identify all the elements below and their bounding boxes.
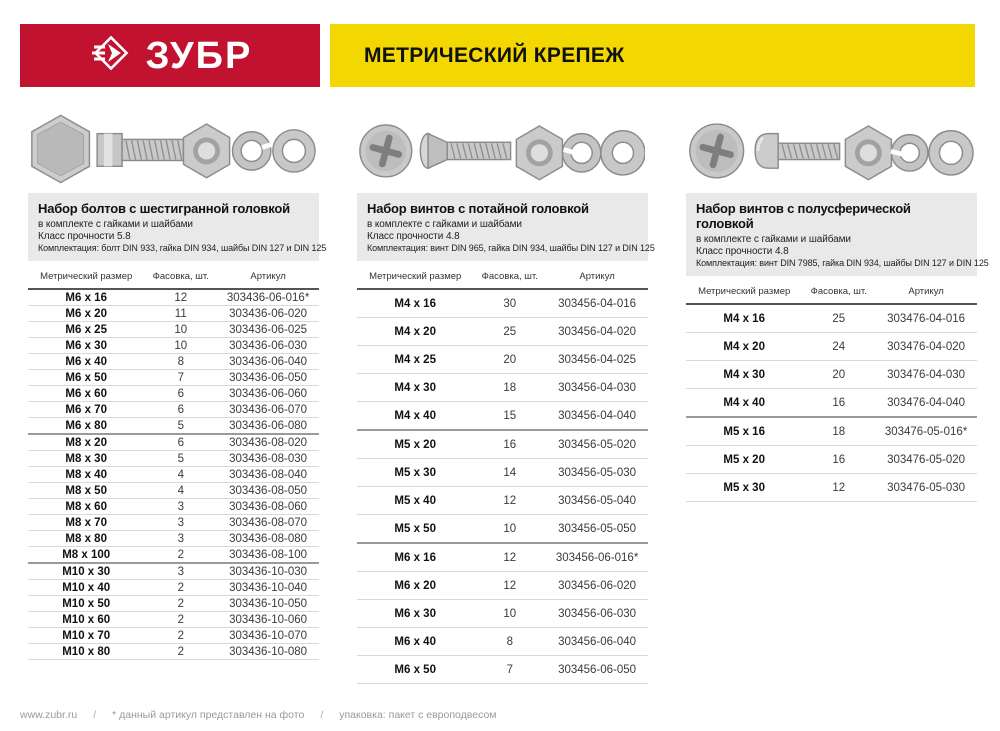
packaging-note: упаковка: пакет с европодвесом [339, 709, 497, 721]
col-header-size: Метрический размер [28, 267, 144, 289]
size-cell: M6 x 30 [357, 600, 473, 628]
table-row [28, 531, 319, 547]
size-cell: M5 x 30 [686, 474, 802, 502]
sku-cell: 303436-10-030 [217, 563, 319, 580]
sku-cell: 303456-06-020 [546, 572, 648, 600]
table-row [28, 354, 319, 370]
qty-cell: 12 [473, 572, 546, 600]
sku-cell: 303436-08-020 [217, 434, 319, 451]
qty-cell: 12 [802, 474, 875, 502]
size-cell: M8 x 80 [28, 531, 144, 547]
table-row [28, 289, 319, 306]
sku-cell: 303436-10-070 [217, 628, 319, 644]
qty-cell: 4 [144, 467, 217, 483]
size-cell: M8 x 70 [28, 515, 144, 531]
product-strength: Класс прочности 5.8 [38, 231, 131, 242]
qty-cell: 16 [802, 389, 875, 418]
page-footer [20, 701, 975, 721]
size-cell: M6 x 16 [28, 289, 144, 306]
sku-cell: 303476-04-020 [875, 333, 977, 361]
table-row [357, 430, 648, 459]
product-info-box [686, 193, 989, 276]
sku-cell: 303436-08-030 [217, 451, 319, 467]
table-row [357, 459, 648, 487]
size-cell: M4 x 20 [686, 333, 802, 361]
sku-cell: 303476-04-016 [875, 304, 977, 333]
table-row [686, 333, 977, 361]
sku-cell: 303436-10-040 [217, 580, 319, 596]
sku-cell: 303456-04-030 [546, 374, 648, 402]
product-info-box [28, 193, 327, 261]
brand-name: ЗУБР [145, 34, 253, 77]
size-cell: M4 x 30 [357, 374, 473, 402]
product-subtitle: в комплекте с гайками и шайбами [696, 234, 851, 245]
size-cell: M6 x 30 [28, 338, 144, 354]
table-row [28, 563, 319, 580]
size-cell: M4 x 20 [357, 318, 473, 346]
sku-cell: 303436-06-060 [217, 386, 319, 402]
table-row [28, 515, 319, 531]
qty-cell: 5 [144, 418, 217, 435]
qty-cell: 7 [473, 656, 546, 684]
countersunk-screw-kit-photo [357, 105, 648, 193]
title-banner [330, 24, 975, 87]
table-row [357, 600, 648, 628]
qty-cell: 2 [144, 580, 217, 596]
table-row [357, 572, 648, 600]
size-cell: M6 x 16 [357, 543, 473, 572]
size-cell: M5 x 50 [357, 515, 473, 544]
qty-cell: 6 [144, 402, 217, 418]
qty-cell: 12 [473, 487, 546, 515]
qty-cell: 7 [144, 370, 217, 386]
pan-head-screw-kit-photo [686, 105, 977, 193]
size-cell: M8 x 30 [28, 451, 144, 467]
qty-cell: 12 [144, 289, 217, 306]
sku-cell: 303436-06-050 [217, 370, 319, 386]
sku-cell: 303436-08-100 [217, 547, 319, 564]
product-title: Набор болтов с шестигранной головкой [38, 201, 290, 216]
qty-cell: 8 [473, 628, 546, 656]
sku-cell: 303456-04-020 [546, 318, 648, 346]
sku-cell: 303436-08-040 [217, 467, 319, 483]
qty-cell: 15 [473, 402, 546, 431]
sku-cell: 303476-04-040 [875, 389, 977, 418]
sku-cell: 303456-06-030 [546, 600, 648, 628]
table-row [686, 474, 977, 502]
sku-cell: 303436-08-050 [217, 483, 319, 499]
table-row [686, 361, 977, 389]
size-cell: M6 x 40 [357, 628, 473, 656]
qty-cell: 10 [144, 322, 217, 338]
col-header-size: Метрический размер [357, 267, 473, 289]
size-cell: M10 x 40 [28, 580, 144, 596]
qty-cell: 2 [144, 628, 217, 644]
site-link[interactable]: www.zubr.ru [20, 709, 78, 721]
product-info-box [357, 193, 655, 261]
sku-cell: 303436-06-025 [217, 322, 319, 338]
photo-note: * данный артикул представлен на фото [112, 709, 305, 721]
size-cell: M5 x 20 [357, 430, 473, 459]
table-row [357, 346, 648, 374]
table-row [357, 487, 648, 515]
size-cell: M6 x 70 [28, 402, 144, 418]
qty-cell: 16 [473, 430, 546, 459]
table-row [357, 628, 648, 656]
size-cell: M8 x 60 [28, 499, 144, 515]
qty-cell: 2 [144, 612, 217, 628]
col-header-qty: Фасовка, шт. [144, 267, 217, 289]
qty-cell: 14 [473, 459, 546, 487]
table-row [28, 322, 319, 338]
col-header-qty: Фасовка, шт. [802, 282, 875, 304]
table-row [28, 338, 319, 354]
size-cell: M6 x 40 [28, 354, 144, 370]
size-cell: M6 x 80 [28, 418, 144, 435]
table-row [686, 389, 977, 418]
product-strength: Класс прочности 4.8 [696, 246, 789, 257]
qty-cell: 8 [144, 354, 217, 370]
table-row [686, 417, 977, 446]
hex-bolt-kit-photo [28, 105, 319, 193]
table-row [357, 374, 648, 402]
product-table [357, 267, 648, 684]
table-row [28, 483, 319, 499]
sku-cell: 303436-10-060 [217, 612, 319, 628]
size-cell: M5 x 20 [686, 446, 802, 474]
sku-cell: 303476-05-016* [875, 417, 977, 446]
table-row [28, 451, 319, 467]
sku-cell: 303436-08-060 [217, 499, 319, 515]
size-cell: M4 x 16 [357, 289, 473, 318]
qty-cell: 4 [144, 483, 217, 499]
size-cell: M6 x 50 [28, 370, 144, 386]
size-cell: M10 x 70 [28, 628, 144, 644]
qty-cell: 6 [144, 386, 217, 402]
size-cell: M8 x 50 [28, 483, 144, 499]
size-cell: M6 x 20 [28, 306, 144, 322]
product-strength: Класс прочности 4.8 [367, 231, 460, 242]
table-row [28, 402, 319, 418]
sku-cell: 303456-04-025 [546, 346, 648, 374]
size-cell: M5 x 40 [357, 487, 473, 515]
qty-cell: 6 [144, 434, 217, 451]
product-table [28, 267, 319, 660]
table-row [357, 515, 648, 544]
qty-cell: 12 [473, 543, 546, 572]
size-cell: M6 x 60 [28, 386, 144, 402]
sku-cell: 303456-05-030 [546, 459, 648, 487]
qty-cell: 2 [144, 596, 217, 612]
table-row [28, 596, 319, 612]
page-header [20, 24, 975, 87]
table-row [357, 318, 648, 346]
size-cell: M4 x 40 [357, 402, 473, 431]
size-cell: M4 x 16 [686, 304, 802, 333]
sku-cell: 303436-06-080 [217, 418, 319, 435]
qty-cell: 18 [802, 417, 875, 446]
qty-cell: 25 [802, 304, 875, 333]
qty-cell: 11 [144, 306, 217, 322]
sku-cell: 303436-06-020 [217, 306, 319, 322]
table-row [28, 628, 319, 644]
size-cell: M8 x 20 [28, 434, 144, 451]
zubr-emblem-icon [88, 30, 134, 81]
size-cell: M10 x 60 [28, 612, 144, 628]
table-row [357, 289, 648, 318]
table-row [28, 386, 319, 402]
col-header-sku: Артикул [217, 267, 319, 289]
sku-cell: 303456-05-040 [546, 487, 648, 515]
qty-cell: 10 [473, 600, 546, 628]
col-header-size: Метрический размер [686, 282, 802, 304]
product-column-hex-bolts [28, 105, 327, 684]
qty-cell: 20 [802, 361, 875, 389]
sku-cell: 303436-08-070 [217, 515, 319, 531]
sku-cell: 303456-06-050 [546, 656, 648, 684]
sku-cell: 303456-05-050 [546, 515, 648, 544]
qty-cell: 30 [473, 289, 546, 318]
size-cell: M6 x 25 [28, 322, 144, 338]
sku-cell: 303436-06-040 [217, 354, 319, 370]
brand-logo [20, 24, 320, 87]
sku-cell: 303476-05-020 [875, 446, 977, 474]
product-subtitle: в комплекте с гайками и шайбами [38, 219, 193, 230]
table-row [28, 644, 319, 660]
qty-cell: 2 [144, 547, 217, 564]
size-cell: M4 x 25 [357, 346, 473, 374]
table-row [686, 446, 977, 474]
qty-cell: 16 [802, 446, 875, 474]
sku-cell: 303476-04-030 [875, 361, 977, 389]
table-row [28, 467, 319, 483]
size-cell: M6 x 20 [357, 572, 473, 600]
col-header-sku: Артикул [546, 267, 648, 289]
sku-cell: 303436-06-070 [217, 402, 319, 418]
table-row [28, 370, 319, 386]
size-cell: M10 x 30 [28, 563, 144, 580]
sku-cell: 303456-05-020 [546, 430, 648, 459]
qty-cell: 5 [144, 451, 217, 467]
sku-cell: 303436-06-030 [217, 338, 319, 354]
size-cell: M6 x 50 [357, 656, 473, 684]
sku-cell: 303436-06-016* [217, 289, 319, 306]
sku-cell: 303456-04-016 [546, 289, 648, 318]
table-row [28, 434, 319, 451]
table-row [357, 402, 648, 431]
size-cell: M8 x 40 [28, 467, 144, 483]
qty-cell: 10 [144, 338, 217, 354]
size-cell: M10 x 50 [28, 596, 144, 612]
sku-cell: 303436-08-080 [217, 531, 319, 547]
qty-cell: 10 [473, 515, 546, 544]
qty-cell: 20 [473, 346, 546, 374]
size-cell: M5 x 30 [357, 459, 473, 487]
sku-cell: 303456-04-040 [546, 402, 648, 431]
sku-cell: 303436-10-050 [217, 596, 319, 612]
sku-cell: 303436-10-080 [217, 644, 319, 660]
table-row [357, 543, 648, 572]
qty-cell: 3 [144, 563, 217, 580]
catalog-columns [28, 105, 989, 684]
page-title: МЕТРИЧЕСКИЙ КРЕПЕЖ [364, 43, 625, 67]
sku-cell: 303456-06-040 [546, 628, 648, 656]
sku-cell: 303456-06-016* [546, 543, 648, 572]
product-table [686, 282, 977, 502]
table-row [28, 580, 319, 596]
col-header-qty: Фасовка, шт. [473, 267, 546, 289]
footer-separator: / [93, 709, 97, 721]
product-column-pan-head-screws [686, 105, 989, 684]
product-kit: Комплектация: болт DIN 933, гайка DIN 934, шайбы DIN 127 и DIN 125 [38, 243, 327, 253]
product-column-countersunk-screws [357, 105, 655, 684]
table-row [28, 547, 319, 564]
size-cell: M4 x 30 [686, 361, 802, 389]
size-cell: M8 x 100 [28, 547, 144, 564]
product-subtitle: в комплекте с гайками и шайбами [367, 219, 522, 230]
footer-separator: / [320, 709, 324, 721]
qty-cell: 24 [802, 333, 875, 361]
size-cell: M5 x 16 [686, 417, 802, 446]
size-cell: M4 x 40 [686, 389, 802, 418]
qty-cell: 3 [144, 499, 217, 515]
qty-cell: 18 [473, 374, 546, 402]
table-row [28, 499, 319, 515]
sku-cell: 303476-05-030 [875, 474, 977, 502]
table-row [686, 304, 977, 333]
table-row [28, 306, 319, 322]
qty-cell: 25 [473, 318, 546, 346]
qty-cell: 2 [144, 644, 217, 660]
table-row [28, 418, 319, 435]
product-title: Набор винтов с полусферической головкой [696, 201, 911, 231]
product-kit: Комплектация: винт DIN 965, гайка DIN 934, шайбы DIN 127 и DIN 125 [367, 243, 655, 253]
table-row [357, 656, 648, 684]
size-cell: M10 x 80 [28, 644, 144, 660]
qty-cell: 3 [144, 515, 217, 531]
product-title: Набор винтов с потайной головкой [367, 201, 589, 216]
qty-cell: 3 [144, 531, 217, 547]
product-kit: Комплектация: винт DIN 7985, гайка DIN 934, шайбы DIN 127 и DIN 125 [696, 258, 989, 268]
col-header-sku: Артикул [875, 282, 977, 304]
table-row [28, 612, 319, 628]
